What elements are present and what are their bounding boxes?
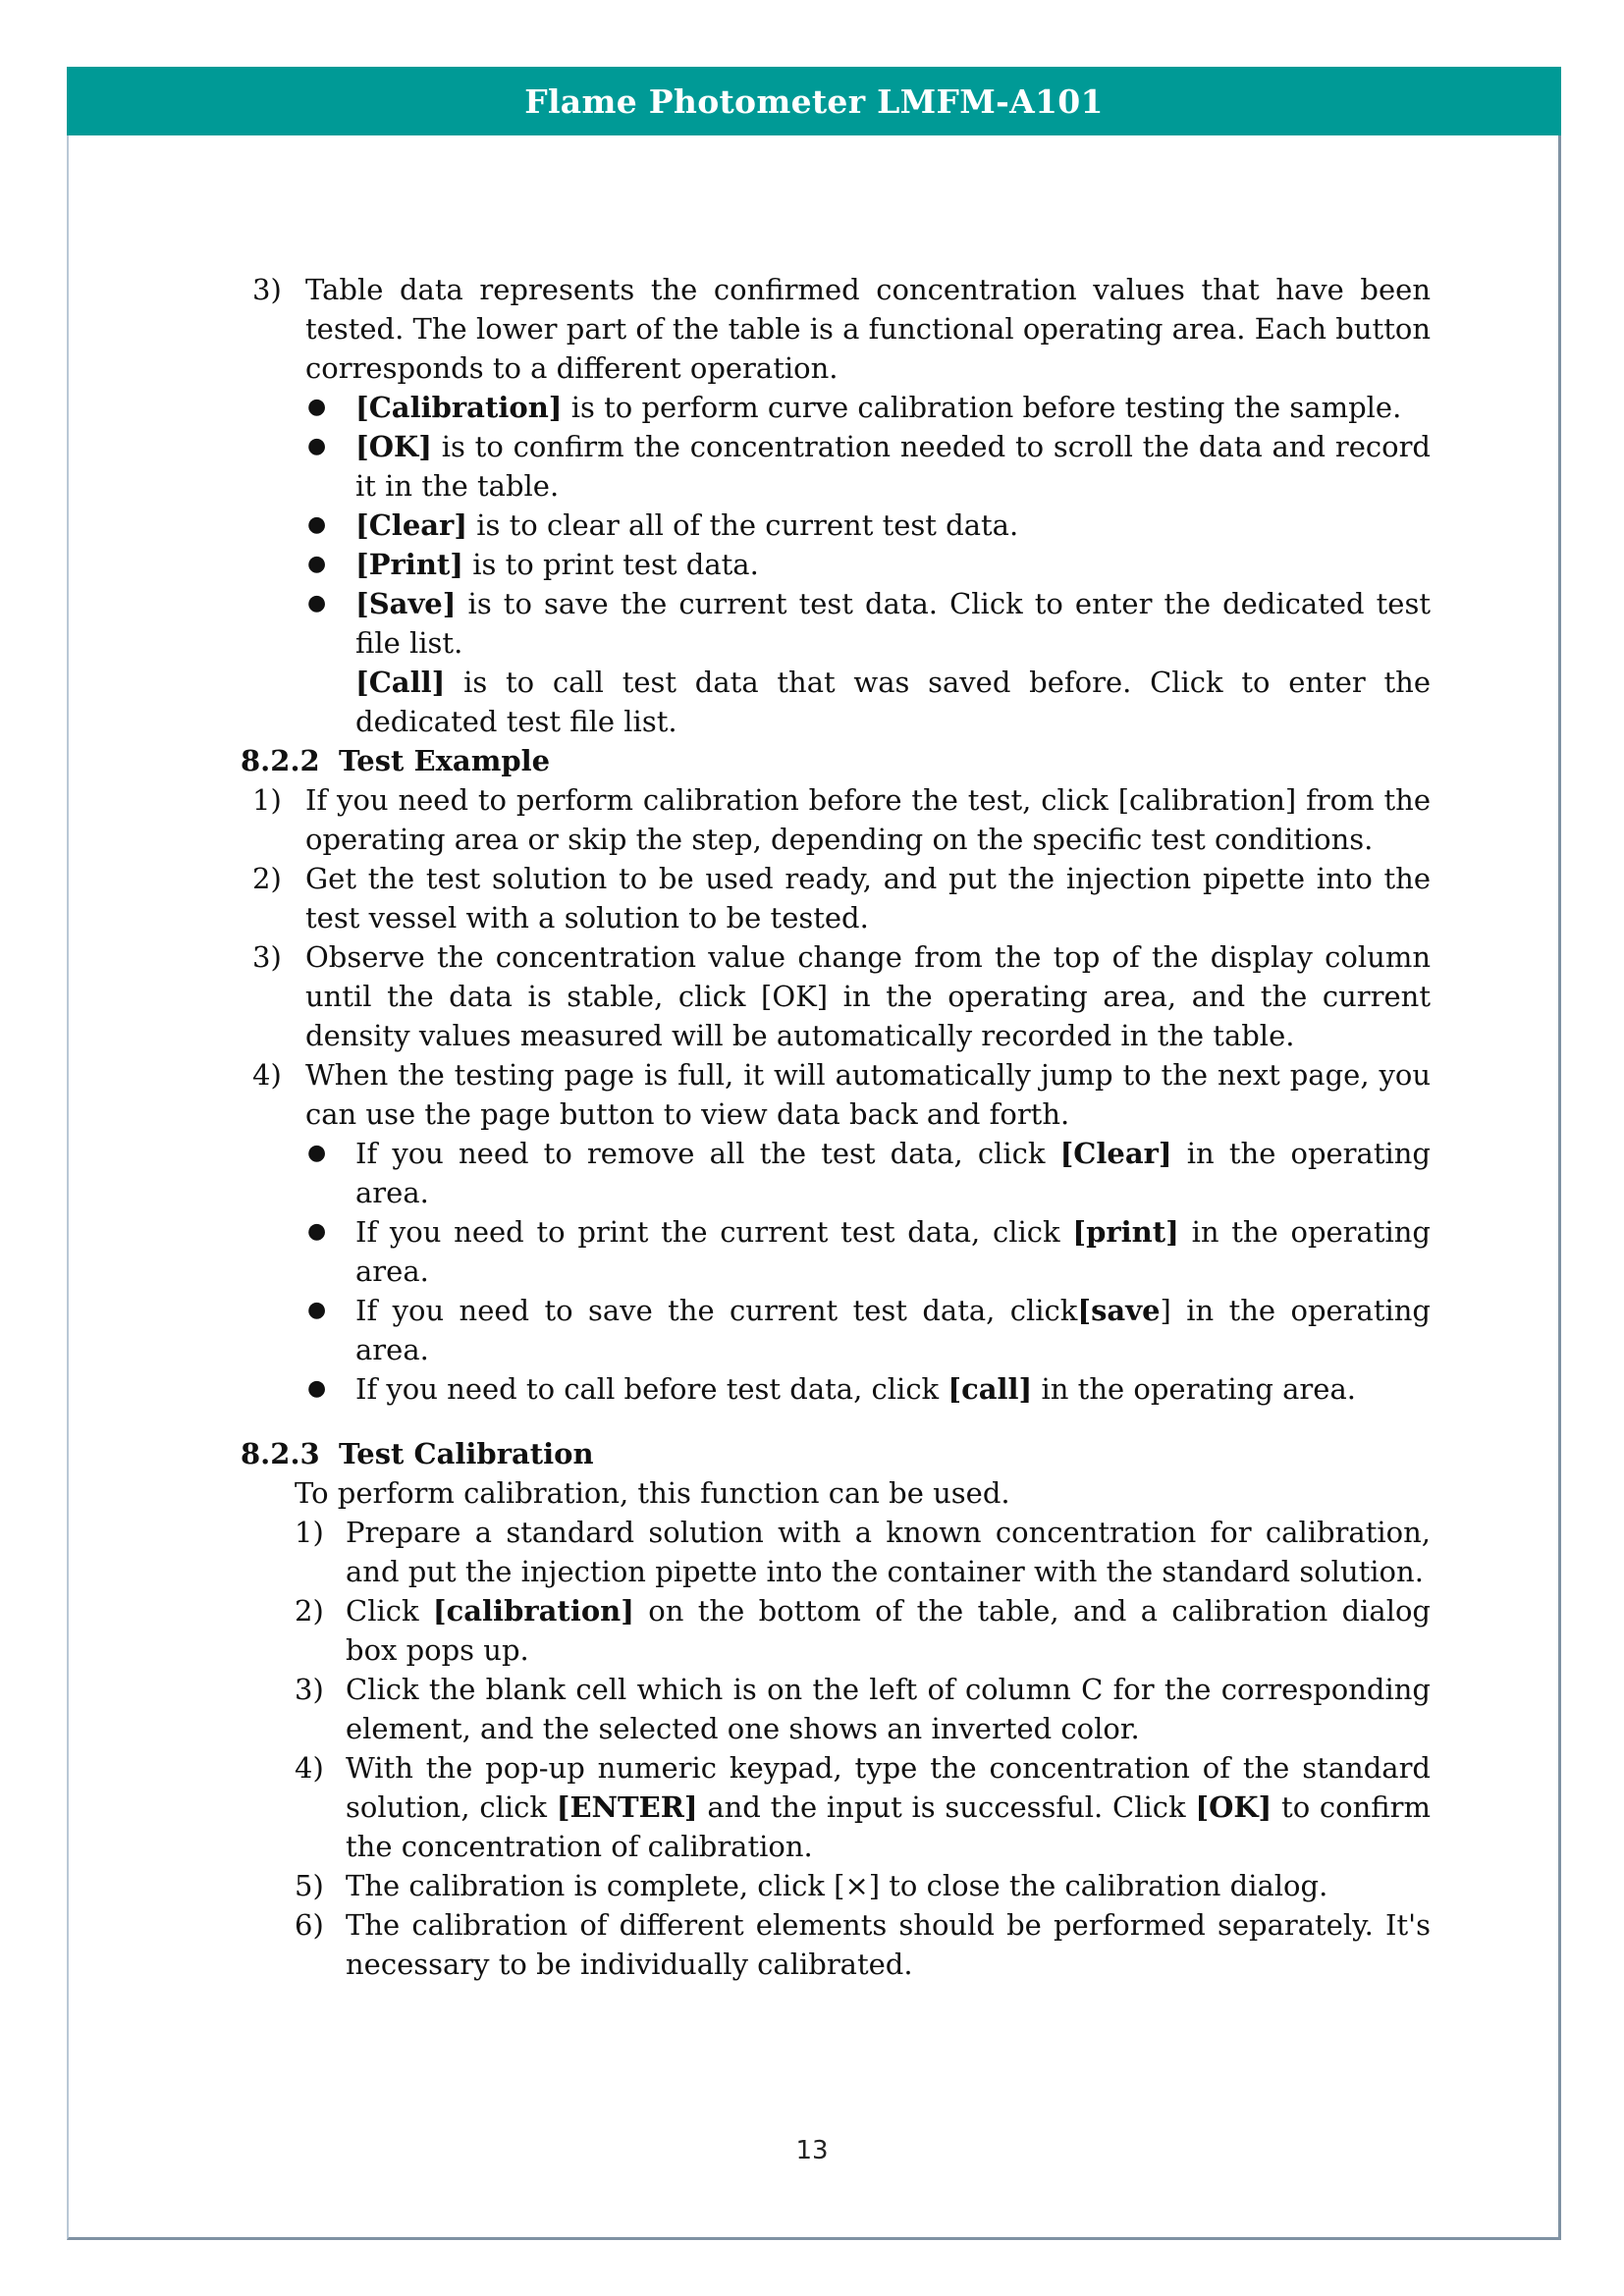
bullet-icon: ● [307, 591, 327, 615]
bullet-term: [Print] [355, 548, 464, 581]
bullet-item-save [241, 584, 1431, 663]
list-text: When the testing page is full, it will automatically jump to the next page, you can use the page button to view data back and forth. [305, 1058, 1431, 1131]
document-title: Flame Photometer LMFM-A101 [524, 81, 1104, 121]
list-item: 4) With the pop-up numeric keypad, type the concentration of the standard solution, click [ENTER] and the input is successful. Click [OK] to confirm the concentration of calibration. [241, 1748, 1431, 1866]
section-intro: To perform calibration, this function can be used. [295, 1476, 1010, 1510]
bullet-text: is to confirm the concentration needed to scroll the data and record it in the table. [355, 430, 1431, 503]
list-text: Observe the concentration value change from the top of the display column until the data is stable, click [OK] in the operating area, and the current density values measured will be automatically recorded in the table. [305, 940, 1431, 1052]
bullet-icon: ● [307, 1298, 327, 1322]
bullet-item-print [241, 545, 1431, 584]
bullet-icon: ● [307, 1376, 327, 1401]
section-number: 8.2.2 [241, 744, 320, 777]
bullet-icon: ● [307, 434, 327, 458]
list-number: 3) [252, 940, 282, 974]
list-number: 4) [295, 1751, 324, 1785]
list-item [241, 859, 1431, 937]
list-number: 1) [252, 783, 282, 817]
bullet-icon: ● [307, 552, 327, 576]
bullet-term: [Save] [355, 587, 457, 620]
list-number: 1) [295, 1516, 324, 1549]
list-item: 3) Click the blank cell which is on the left of column C for the corresponding element, and the selected one shows an inverted color. [241, 1670, 1431, 1748]
section-title: Test Example [339, 744, 551, 777]
list-item [241, 270, 1431, 388]
bullet-term: [Calibration] [355, 391, 563, 424]
test-example-list [241, 780, 1431, 1134]
bullet-continuation-call [241, 663, 1431, 741]
section-number: 8.2.3 [241, 1437, 320, 1470]
list-item [241, 1055, 1431, 1134]
bullet-term: [Clear] [355, 508, 468, 542]
list-item: 6) The calibration of different elements should be performed separately. It's necessary to be individually calibrated. [241, 1905, 1431, 1984]
list-number: 6) [295, 1908, 324, 1942]
button-bullet-list [241, 388, 1431, 741]
list-number: 3) [295, 1673, 324, 1706]
bullet-item: ● If you need to save the current test data, click[save] in the operating area. [241, 1291, 1431, 1369]
list-text: Table data represents the confirmed concentration values that have been tested. The lower part of the table is a functional operating area. Each button corresponds to a different operation. [305, 273, 1431, 385]
bullet-text: is to call test data that was saved before. Click to enter the dedicated test file list. [355, 666, 1431, 738]
section-heading-test-example [241, 741, 1431, 780]
list-item [241, 780, 1431, 859]
page-number: 13 [795, 2136, 829, 2165]
calibration-steps-list [241, 1513, 1431, 1984]
list-item: 1) Prepare a standard solution with a known concentration for calibration, and put the injection pipette into the container with the standard solution. [241, 1513, 1431, 1591]
bullet-text: is to clear all of the current test data. [467, 508, 1019, 542]
bullet-icon: ● [307, 1141, 327, 1165]
list-item [241, 937, 1431, 1055]
list-number: 3) [252, 273, 282, 306]
list-item: 5) The calibration is complete, click [×] to close the calibration dialog. [241, 1866, 1431, 1905]
bullet-text: is to save the current test data. Click to enter the dedicated test file list. [355, 587, 1431, 660]
bullet-term: [Call] [355, 666, 446, 699]
list-item: 2) Click [calibration] on the bottom of the table, and a calibration dialog box pops up. [241, 1591, 1431, 1670]
section-title: Test Calibration [339, 1437, 594, 1470]
spacer [241, 1409, 1431, 1434]
list-text: Get the test solution to be used ready, and put the injection pipette into the test vessel with a solution to be tested. [305, 862, 1431, 934]
bullet-icon: ● [307, 1219, 327, 1244]
list-number: 5) [295, 1869, 324, 1902]
bullet-item: ● If you need to remove all the test data, click [Clear] in the operating area. [241, 1134, 1431, 1212]
list-text: If you need to perform calibration before the test, click [calibration] from the operating area or skip the step, depending on the specific test conditions. [305, 783, 1431, 856]
bullet-icon: ● [307, 512, 327, 537]
page-content [241, 270, 1431, 1984]
bullet-term: [OK] [355, 430, 432, 463]
list-number: 2) [295, 1594, 324, 1628]
bullet-item-clear [241, 506, 1431, 545]
bullet-item-calibration [241, 388, 1431, 427]
test-example-bullets [241, 1134, 1431, 1409]
header-bar [67, 67, 1561, 135]
bullet-item-ok [241, 427, 1431, 506]
bullet-text: is to perform curve calibration before testing the sample. [562, 391, 1402, 424]
bullet-icon: ● [307, 395, 327, 419]
bullet-item: ● If you need to call before test data, click [call] in the operating area. [241, 1369, 1431, 1409]
bullet-text: is to print test data. [463, 548, 759, 581]
bullet-item: ● If you need to print the current test data, click [print] in the operating area. [241, 1212, 1431, 1291]
list-number: 4) [252, 1058, 282, 1092]
list-number: 2) [252, 862, 282, 895]
section-heading-test-calibration [241, 1434, 1431, 1473]
